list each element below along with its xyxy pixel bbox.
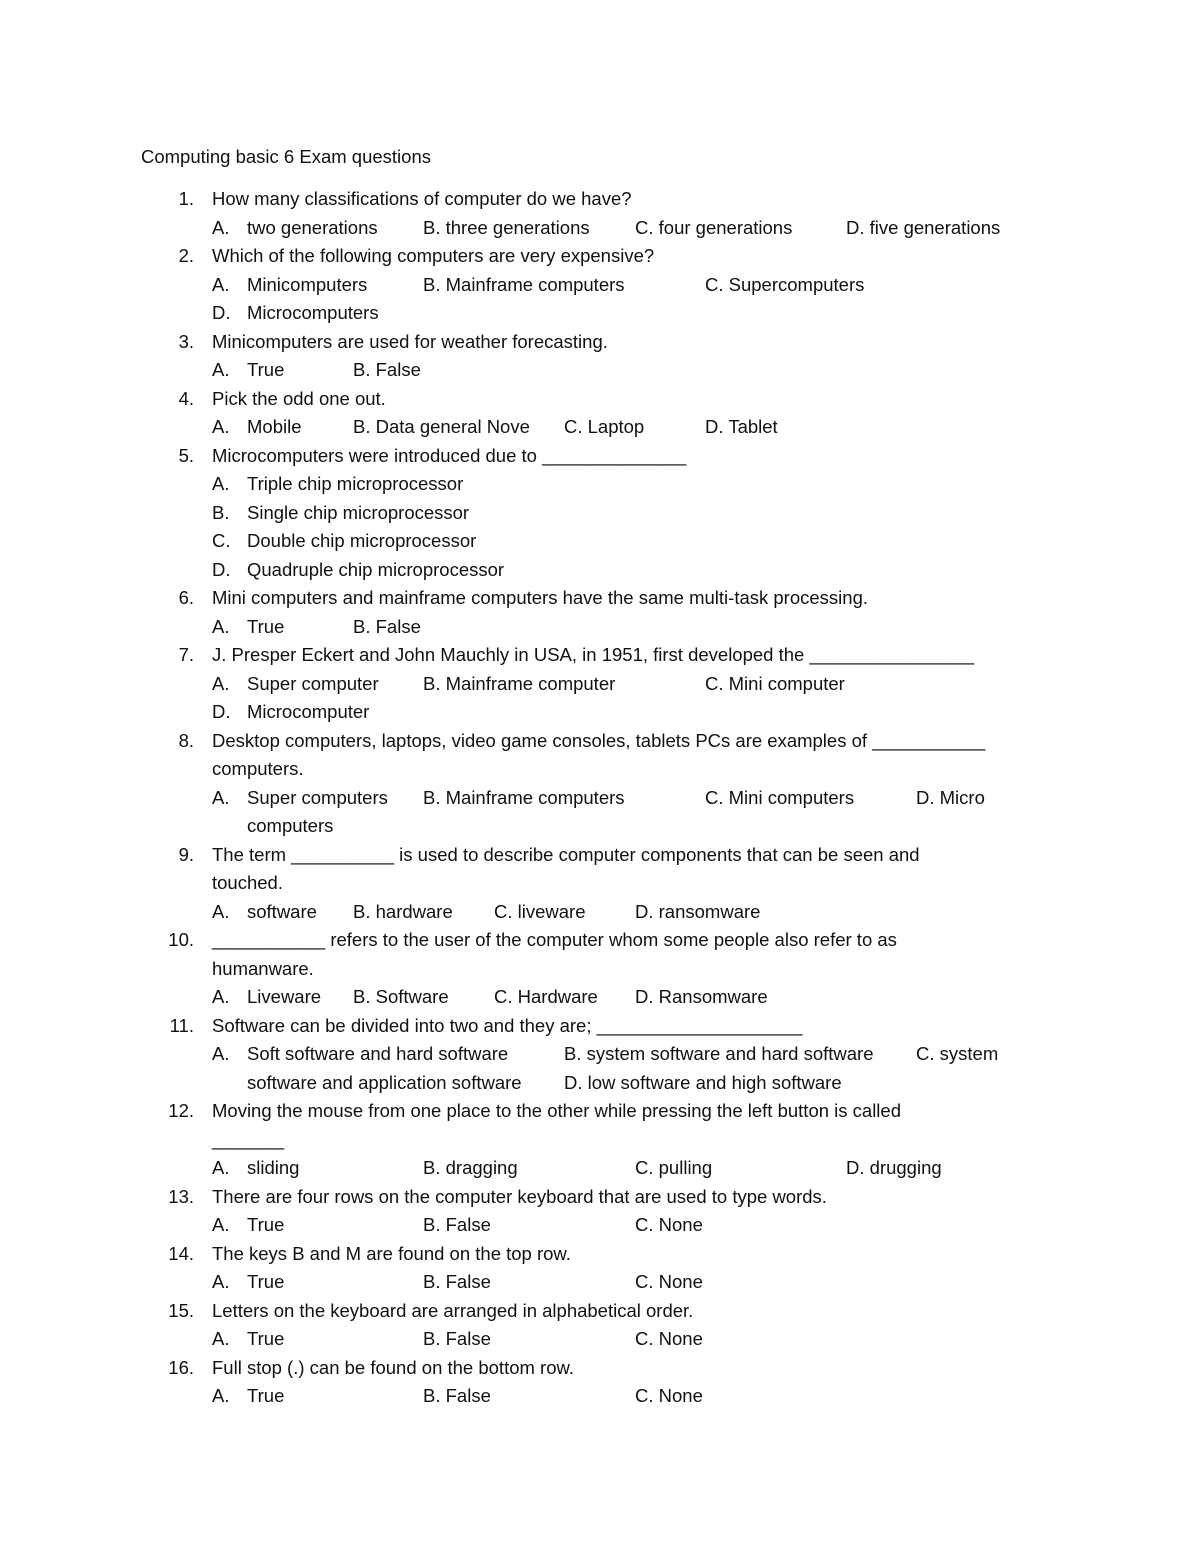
question-line [0,185,1200,214]
question-line [0,755,1200,784]
question-number: 4. [178,387,194,409]
option-letter: B. [353,359,371,380]
option-letter: D. [564,1071,583,1093]
option-letter: D. [212,302,231,323]
question-number: 15. [168,1299,194,1321]
option-text: True [247,1328,285,1349]
question-text: touched. [212,872,283,893]
question-text: Moving the mouse from one place to the other while pressing the left button is called [212,1100,901,1121]
question-text: Letters on the keyboard are arranged in alphabetical order. [212,1299,694,1321]
question-12 [0,1097,1200,1183]
option-letter: C. [705,786,724,808]
option-letter: B. [423,786,441,808]
document-title: Computing basic 6 Exam questions [141,146,431,167]
question-text: The keys B and M are found on the top row. [212,1242,571,1264]
option-row [0,271,1200,300]
option-text: Mainframe computers [445,786,625,808]
option-letter: D. [846,1157,865,1178]
option-text: None [658,1328,703,1349]
option-text: ransomware [658,900,761,922]
option-text: drugging [869,1157,942,1178]
option-row [0,556,1200,585]
answer-option [212,499,469,528]
answer-option [212,470,463,499]
option-letter: C. [916,1043,935,1064]
answer-option [212,1040,508,1069]
option-letter: A. [212,786,230,808]
question-number: 5. [178,444,194,466]
option-text: False [445,1385,491,1406]
question-number: 9. [178,843,194,865]
option-letter: C. [635,1328,654,1349]
option-letter: D. [635,900,654,922]
option-letter: B. [423,1214,441,1235]
answer-option [564,1040,874,1069]
option-letter: D. [212,558,231,580]
option-letter: B. [423,1385,441,1406]
answer-option [916,1040,998,1069]
option-row [0,470,1200,499]
option-letter: C. [635,1271,654,1292]
question-text: _______ [212,1128,285,1150]
option-letter: B. [423,672,441,694]
option-text: sliding [247,1157,300,1178]
option-row [0,527,1200,556]
question-7 [0,641,1200,727]
option-text: Super computers [247,786,388,808]
question-3 [0,328,1200,385]
option-letter: C. [705,273,724,295]
option-text: None [658,1385,703,1406]
option-text: dragging [445,1157,518,1178]
answer-option [564,413,644,442]
option-text: software [247,900,317,922]
option-letter: B. [353,416,371,437]
option-text: None [658,1271,703,1292]
answer-option [353,983,449,1012]
answer-option [423,1382,491,1411]
question-text: Minicomputers are used for weather forecasting. [212,330,608,352]
answer-option [423,784,625,813]
answer-option [635,983,768,1012]
answer-option [423,1325,491,1354]
option-letter: C. [635,1385,654,1406]
option-text: Ransomware [658,986,768,1007]
answer-option [212,556,504,585]
option-row [0,356,1200,385]
question-number: 6. [178,587,194,608]
question-line [0,385,1200,414]
answer-option [247,1069,522,1098]
option-letter: B. [212,501,230,523]
question-number: 14. [168,1242,194,1264]
question-line [0,727,1200,756]
question-number: 12. [168,1100,194,1121]
option-text: False [375,359,421,380]
answer-option [423,1154,518,1183]
option-row [0,299,1200,328]
option-text: liveware [517,900,586,922]
answer-option [212,356,284,385]
option-letter: B. [353,900,371,922]
option-letter: C. [564,416,583,437]
answer-option [212,1268,284,1297]
option-text: Super computer [247,672,379,694]
question-line [0,955,1200,984]
option-text: software and application software [247,1071,522,1093]
question-line [0,1183,1200,1212]
option-letter: B. [423,216,441,238]
option-text: Tablet [728,416,778,437]
answer-option [353,413,530,442]
answer-option [212,1325,284,1354]
option-row [0,613,1200,642]
question-text: computers. [212,758,304,779]
option-text: False [445,1328,491,1349]
question-text: How many classifications of computer do we have? [212,188,632,209]
option-letter: B. [423,1271,441,1292]
answer-option [635,1382,703,1411]
option-text: Mainframe computers [445,273,625,295]
answer-option [846,1154,942,1183]
question-line [0,1097,1200,1126]
option-text: Mainframe computer [445,672,616,694]
question-2 [0,242,1200,328]
answer-option [423,1268,491,1297]
option-letter: A. [212,359,230,380]
question-line [0,926,1200,955]
question-line [0,584,1200,613]
answer-option [635,1268,703,1297]
question-text: Mini computers and mainframe computers have the same multi-task processing. [212,587,868,608]
option-text: hardware [375,900,453,922]
question-10 [0,926,1200,1012]
option-letter: B. [353,986,371,1007]
answer-option [212,1382,284,1411]
option-text: four generations [658,216,793,238]
option-letter: B. [353,615,371,637]
question-text: Which of the following computers are very expensive? [212,245,655,266]
answer-option [635,1211,703,1240]
question-list [0,185,1200,1411]
option-text: pulling [658,1157,713,1178]
option-letter: C. [635,1157,654,1178]
option-text: Quadruple chip microprocessor [247,558,505,580]
option-letter: A. [212,473,230,494]
option-letter: A. [212,1214,230,1235]
question-1 [0,185,1200,242]
answer-option [916,784,985,813]
question-line [0,1297,1200,1326]
question-4 [0,385,1200,442]
answer-option [705,670,845,699]
option-text: False [375,615,421,637]
question-11 [0,1012,1200,1098]
question-6 [0,584,1200,641]
option-text: True [247,1271,285,1292]
answer-option [423,271,625,300]
question-line [0,641,1200,670]
option-letter: D. [212,701,231,722]
option-letter: A. [212,1328,230,1349]
option-text: two generations [247,216,378,238]
question-14 [0,1240,1200,1297]
answer-option [212,670,379,699]
option-text: Single chip microprocessor [247,501,470,523]
option-letter: A. [212,416,230,437]
option-row [0,1040,1200,1069]
question-text: The term __________ is used to describe computer components that can be seen and [212,843,920,865]
option-text: False [445,1271,491,1292]
option-text: Triple chip microprocessor [247,473,464,494]
option-letter: A. [212,1385,230,1406]
option-letter: D. [846,216,865,238]
answer-option [212,1211,284,1240]
option-letter: C. [705,672,724,694]
answer-option [705,784,854,813]
answer-option [494,898,586,927]
option-text: True [247,615,285,637]
option-letter: A. [212,1157,230,1178]
option-text: Laptop [587,416,645,437]
answer-option [423,214,590,243]
answer-option [353,898,453,927]
question-15 [0,1297,1200,1354]
question-text: ___________ refers to the user of the computer whom some people also refer to as [212,929,897,950]
question-line [0,1354,1200,1383]
option-text: False [445,1214,491,1235]
answer-option [212,898,317,927]
answer-option [212,299,379,328]
question-line [0,1240,1200,1269]
option-text: three generations [445,216,590,238]
option-text: five generations [869,216,1001,238]
option-text: Microcomputer [247,701,370,722]
question-line [0,869,1200,898]
option-letter: D. [635,986,654,1007]
option-row [0,499,1200,528]
option-row [0,1211,1200,1240]
question-13 [0,1183,1200,1240]
option-row [0,812,1200,841]
answer-option [212,271,367,300]
option-text: Mini computers [728,786,855,808]
option-row [0,413,1200,442]
option-text: Micro [939,786,985,808]
answer-option [212,613,284,642]
answer-option [635,1325,703,1354]
option-letter: C. [494,986,513,1007]
question-number: 13. [168,1185,194,1207]
option-letter: C. [212,530,231,551]
question-line [0,442,1200,471]
answer-option [564,1069,842,1098]
option-letter: A. [212,615,230,637]
answer-option [353,356,421,385]
question-text: J. Presper Eckert and John Mauchly in USA, in 1951, first developed the ________________ [212,644,975,665]
question-text: Desktop computers, laptops, video game consoles, tablets PCs are examples of ___________ [212,729,986,751]
answer-option [423,1211,491,1240]
question-line [0,1126,1200,1155]
question-number: 3. [178,330,194,352]
option-letter: A. [212,216,230,238]
option-row [0,1325,1200,1354]
option-text: Double chip microprocessor [247,530,477,551]
option-text: low software and high software [587,1071,842,1093]
option-letter: C. [494,900,513,922]
option-row [0,670,1200,699]
option-text: Soft software and hard software [247,1043,509,1064]
option-text: Data general Nove [375,416,530,437]
option-letter: A. [212,273,230,295]
answer-option [635,898,760,927]
option-row [0,1268,1200,1297]
question-text: There are four rows on the computer keyboard that are used to type words. [212,1185,827,1207]
question-text: Software can be divided into two and they are; ____________________ [212,1014,803,1036]
option-letter: B. [423,1328,441,1349]
answer-option [247,812,333,841]
option-letter: C. [635,216,654,238]
option-row [0,214,1200,243]
option-letter: A. [212,672,230,694]
option-text: Minicomputers [247,273,368,295]
question-number: 10. [168,929,194,950]
option-text: True [247,1214,285,1235]
option-text: computers [247,815,334,836]
answer-option [846,214,1000,243]
answer-option [212,1154,299,1183]
option-text: True [247,1385,285,1406]
answer-option [423,670,615,699]
option-row [0,784,1200,813]
answer-option [212,527,476,556]
question-text: Microcomputers were introduced due to ______________ [212,444,687,466]
option-letter: A. [212,1271,230,1292]
option-text: True [247,359,285,380]
option-letter: A. [212,986,230,1007]
option-row [0,983,1200,1012]
option-text: Supercomputers [728,273,865,295]
option-text: Mini computer [728,672,845,694]
option-text: Software [375,986,449,1007]
option-row [0,898,1200,927]
option-letter: B. [423,273,441,295]
answer-option [212,214,378,243]
question-line [0,1012,1200,1041]
answer-option [635,1154,712,1183]
option-text: system [939,1043,999,1064]
answer-option [353,613,421,642]
option-row [0,1069,1200,1098]
option-letter: D. [916,786,935,808]
answer-option [212,784,388,813]
option-text: Microcomputers [247,302,379,323]
question-16 [0,1354,1200,1411]
option-text: Hardware [517,986,598,1007]
option-letter: C. [635,1214,654,1235]
question-9 [0,841,1200,927]
question-line [0,841,1200,870]
question-line [0,242,1200,271]
question-text: Full stop (.) can be found on the bottom row. [212,1356,574,1378]
question-number: 2. [178,245,194,266]
question-number: 8. [178,729,194,751]
option-row [0,1154,1200,1183]
option-text: Liveware [247,986,322,1007]
answer-option [212,983,321,1012]
answer-option [212,413,302,442]
question-number: 1. [178,188,194,209]
question-number: 11. [169,1014,194,1036]
option-row [0,1382,1200,1411]
question-text: Pick the odd one out. [212,387,386,409]
option-row [0,698,1200,727]
question-5 [0,442,1200,585]
question-number: 16. [168,1356,194,1378]
option-text: None [658,1214,703,1235]
option-text: Mobile [247,416,302,437]
answer-option [705,271,864,300]
option-text: system software and hard software [586,1043,874,1064]
answer-option [705,413,778,442]
option-letter: A. [212,900,230,922]
option-letter: B. [423,1157,441,1178]
answer-option [212,698,369,727]
question-8 [0,727,1200,841]
option-letter: A. [212,1043,230,1064]
question-text: humanware. [212,957,314,979]
question-line [0,328,1200,357]
answer-option [494,983,598,1012]
option-letter: D. [705,416,724,437]
option-letter: B. [564,1043,582,1064]
question-number: 7. [178,644,194,665]
answer-option [635,214,792,243]
